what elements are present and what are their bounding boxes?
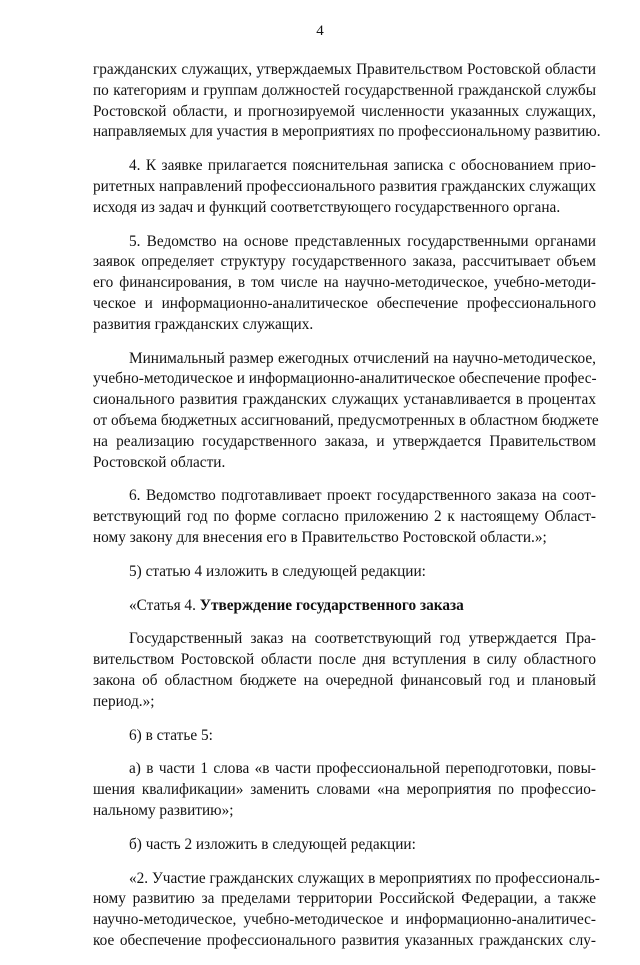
text-line: исходя из задач и функций соответствующего государственного органа. bbox=[93, 198, 561, 216]
text-line: период.»; bbox=[93, 692, 155, 710]
text-line: ритетных направлений профессионального развития гражданских служащих bbox=[93, 177, 596, 195]
paragraph-p10 bbox=[93, 835, 596, 856]
text-line: гражданских служащих, утверждаемых Правительством Ростовской области bbox=[93, 61, 596, 78]
text-line: научно-методическое, учебно-методическое и информационно-аналитичес- bbox=[93, 911, 596, 929]
text-line: ческое и информационно-аналитическое обеспечение профессионального bbox=[93, 294, 596, 312]
paragraph-p2 bbox=[93, 232, 596, 336]
text-line: закона об областном бюджете на очередной финансовый год и плановый bbox=[93, 671, 596, 689]
text-line: Ростовской области, и прогнозируемой численности указанных служащих, bbox=[93, 102, 596, 120]
text-line: Минимальный размер ежегодных отчислений на научно-методическое, bbox=[129, 349, 596, 367]
paragraph-p7 bbox=[93, 629, 596, 712]
text-line: б) часть 2 изложить в следующей редакции: bbox=[129, 835, 416, 853]
text-line: кое обеспечение профессионального развития указанных гражданских слу- bbox=[93, 931, 596, 949]
paragraph-p1 bbox=[93, 156, 596, 218]
text-line: ному развитию за пределами территории Российской Федерации, а также bbox=[93, 890, 596, 908]
document-body bbox=[93, 60, 601, 965]
text-line: Ростовской области. bbox=[93, 453, 226, 471]
text-line: заявок определяет структуру государственного заказа, рассчитывает объем bbox=[93, 253, 596, 271]
page-number: 4 bbox=[316, 23, 324, 39]
text-line: 6) в статье 5: bbox=[129, 726, 213, 744]
paragraph-p3 bbox=[93, 349, 599, 474]
text-line: ному закону для внесения его в Правительство Ростовской области.»; bbox=[93, 528, 547, 546]
text-line: его финансирования, в том числе на научно-методическое, учебно-методи- bbox=[93, 274, 596, 292]
text-line: на реализацию государственного заказа, и утверждается Правительством bbox=[93, 432, 596, 450]
text-line: ветствующий год по форме согласно приложению 2 к настоящему Област- bbox=[93, 508, 596, 526]
article-heading bbox=[93, 596, 596, 617]
text-line: шения квалификации» заменить словами «на мероприятия по профессио- bbox=[93, 781, 596, 799]
paragraph-p6 bbox=[93, 596, 596, 617]
text-line: учебно-методическое и информационно-аналитическое обеспечение профес- bbox=[93, 370, 597, 388]
text-line: по категориям и группам должностей государственной гражданской службы bbox=[93, 81, 596, 99]
text-line: развития гражданских служащих. bbox=[93, 315, 314, 333]
text-line: 4. К заявке прилагается пояснительная записка с обоснованием прио- bbox=[129, 157, 596, 175]
text-line: 5) статью 4 изложить в следующей редакции: bbox=[129, 562, 426, 580]
paragraph-p5 bbox=[93, 562, 596, 583]
paragraph-p11 bbox=[93, 869, 600, 952]
text-line: а) в части 1 слова «в части профессиональной переподготовки, повы- bbox=[129, 760, 596, 778]
paragraph-p9 bbox=[93, 759, 596, 821]
text-line: 6. Ведомство подготавливает проект государственного заказа на соот- bbox=[129, 487, 596, 505]
text-line: от объема бюджетных ассигнований, предусмотренных в областном бюджете bbox=[93, 411, 599, 429]
text-line: нальному развитию»; bbox=[93, 801, 234, 819]
text-line: сионального развития гражданских служащих устанавливается в процентах bbox=[93, 391, 596, 409]
text-line: Государственный заказ на соответствующий год утверждается Пра- bbox=[129, 630, 596, 648]
article-heading-prefix: «Статья 4. bbox=[129, 596, 200, 614]
paragraph-p8 bbox=[93, 726, 596, 747]
text-line: «2. Участие гражданских служащих в мероприятиях по профессиональ- bbox=[129, 869, 600, 887]
paragraph-p0 bbox=[93, 60, 601, 143]
article-heading-title: Утверждение государственного заказа bbox=[199, 596, 464, 614]
text-line: направляемых для участия в мероприятиях по профессиональному развитию. bbox=[93, 123, 601, 141]
text-line: 5. Ведомство на основе представленных государственными органами bbox=[129, 232, 596, 250]
text-line: вительством Ростовской области после дня вступления в силу областного bbox=[93, 651, 596, 669]
paragraph-p4 bbox=[93, 486, 596, 548]
